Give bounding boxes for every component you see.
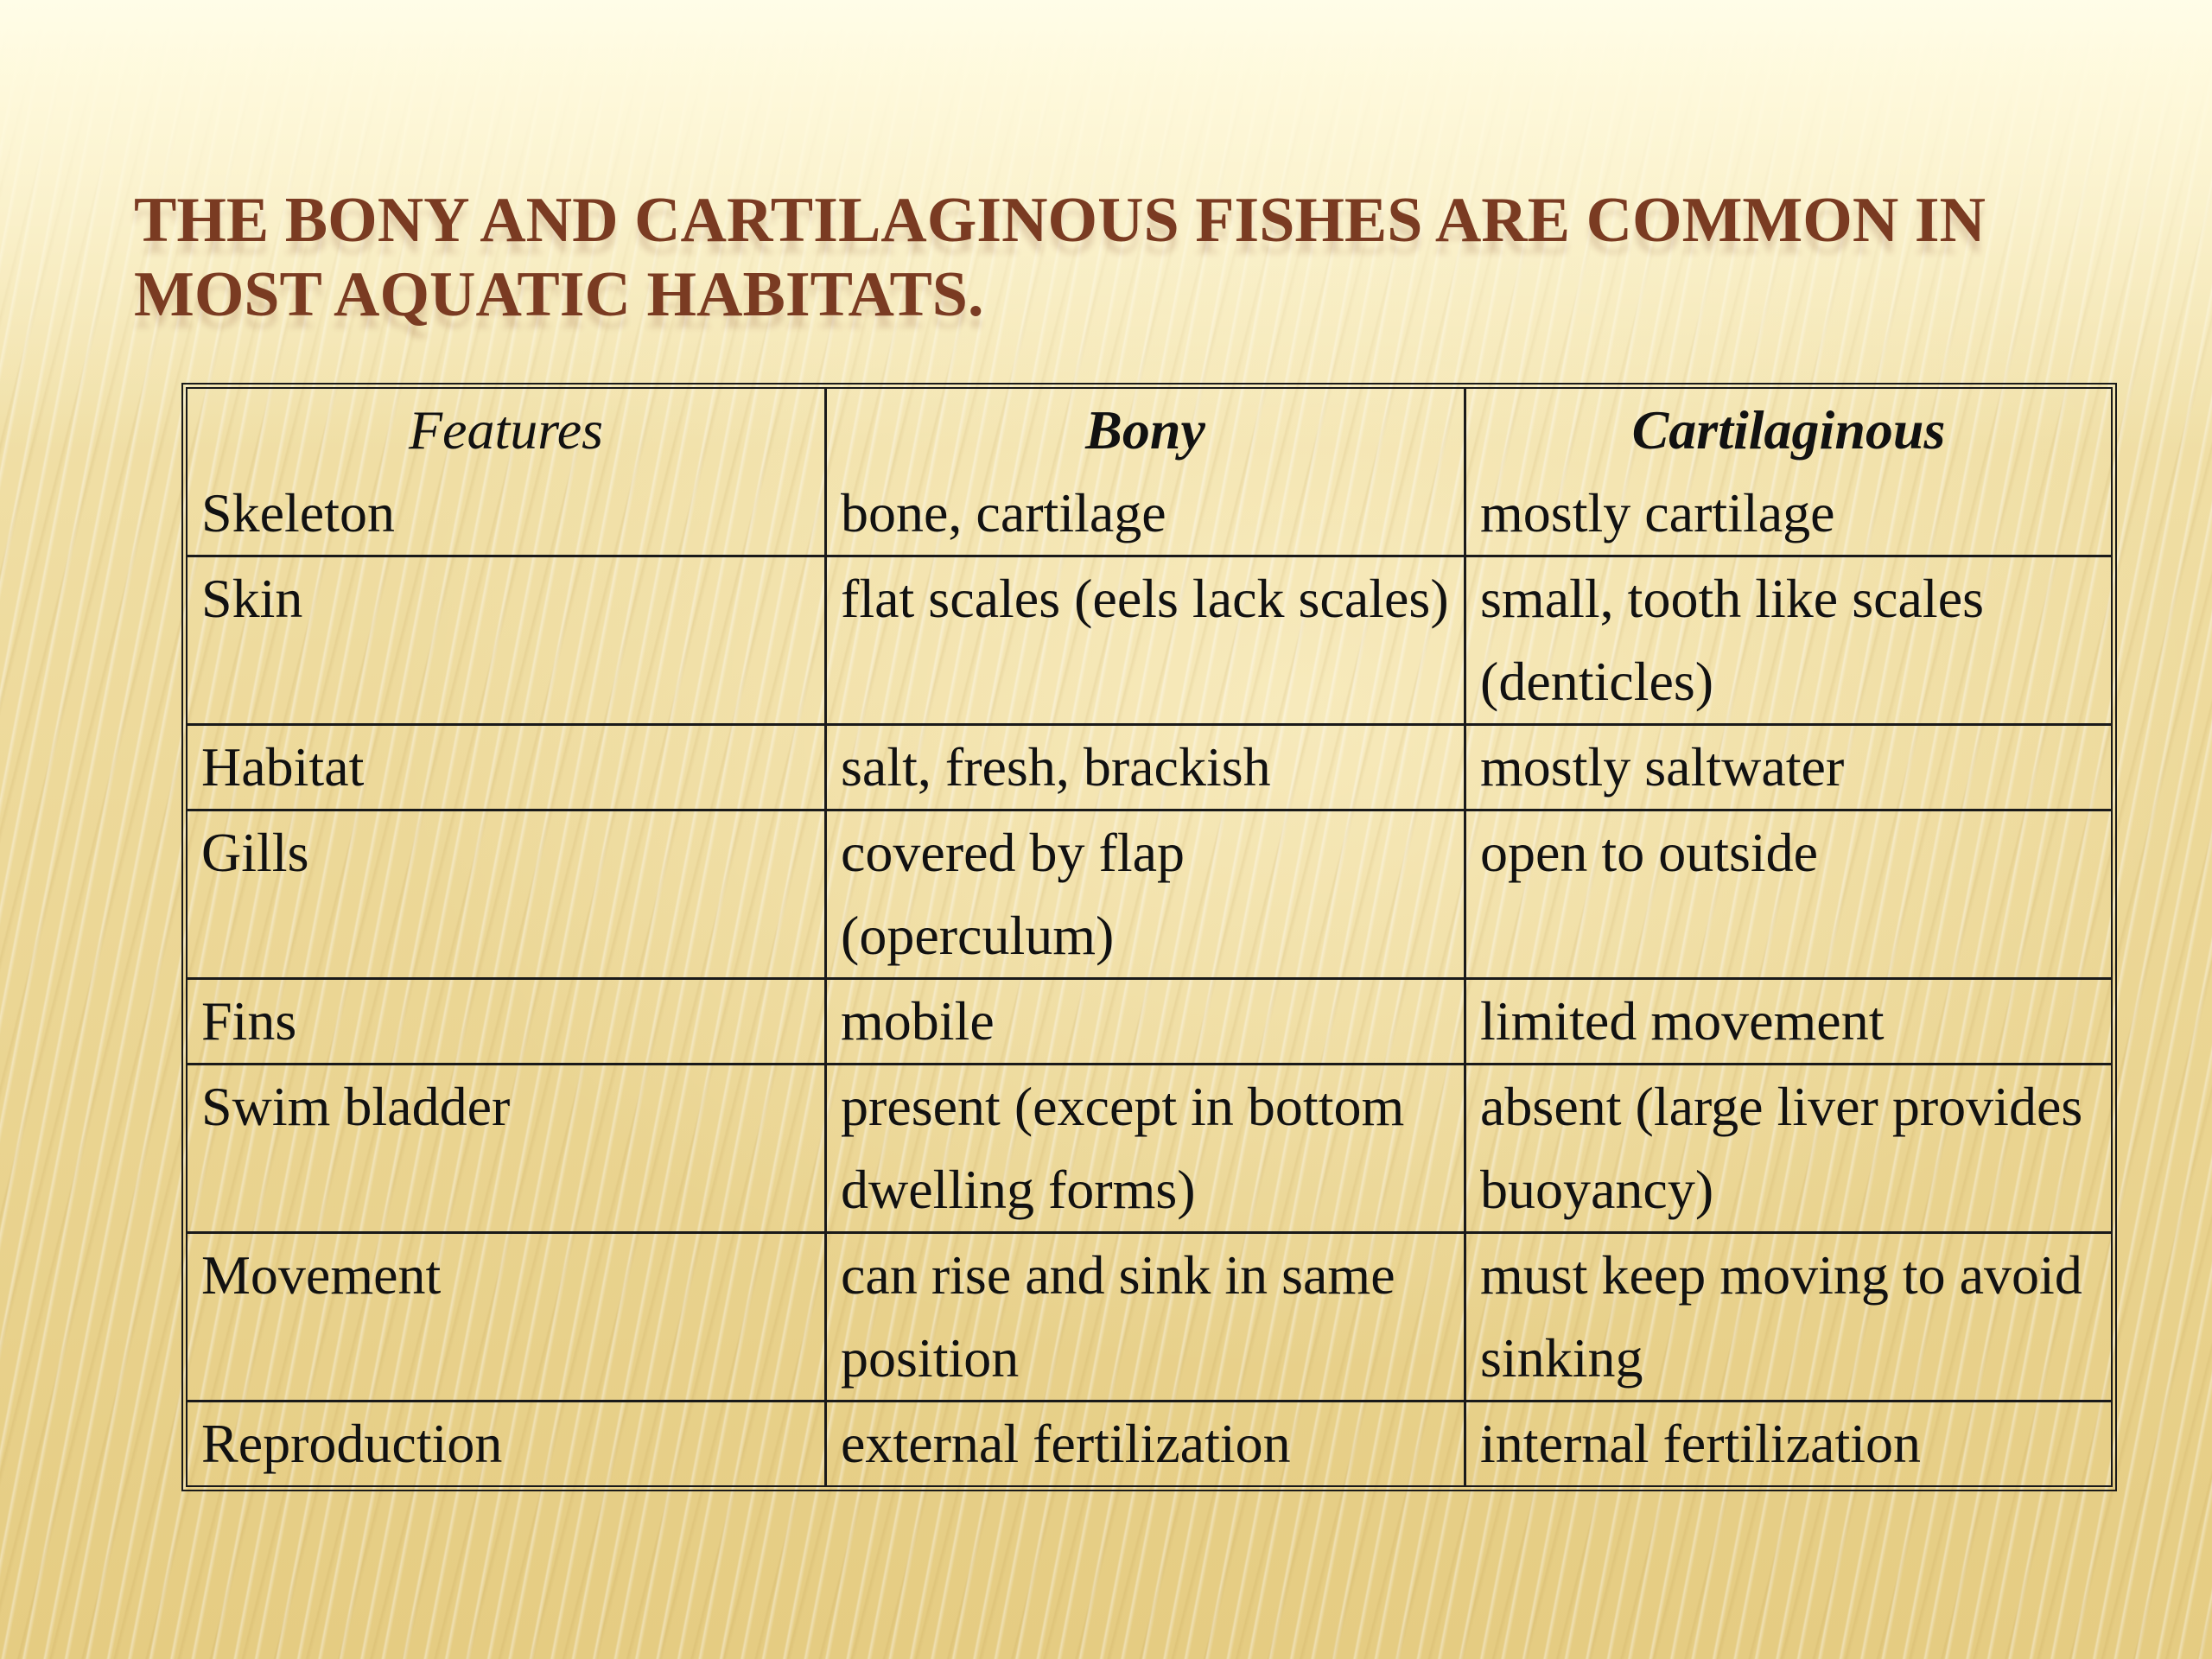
comparison-table — [181, 383, 2117, 1491]
bony-cell: mobile — [827, 980, 1466, 1065]
bony-cell: present (except in bottom dwelling forms) — [827, 1065, 1466, 1234]
bony-cell: covered by flap (operculum) — [827, 811, 1466, 980]
feature-cell: Fins — [188, 980, 827, 1065]
slide-title: THE BONY AND CARTILAGINOUS FISHES ARE COMMON IN MOST AQUATIC HABITATS. — [134, 185, 1986, 330]
header-features: Features — [188, 389, 827, 472]
cartilaginous-cell: must keep moving to avoid sinking — [1466, 1234, 2111, 1402]
table-row — [188, 726, 2111, 811]
cartilaginous-cell: small, tooth like scales (denticles) — [1466, 557, 2111, 726]
feature-cell: Movement — [188, 1234, 827, 1402]
cartilaginous-cell: internal fertilization — [1480, 1413, 1921, 1474]
cartilaginous-cell: mostly saltwater — [1466, 726, 2111, 811]
bony-cell: salt, fresh, brackish — [827, 726, 1466, 811]
table-row — [188, 811, 2111, 980]
table-row — [188, 557, 2111, 726]
table-row — [188, 1065, 2111, 1234]
feature-cell: Reproduction — [188, 1402, 827, 1485]
feature-cell: Gills — [188, 811, 827, 980]
table-row — [188, 472, 2111, 557]
header-cartilaginous: Cartilaginous — [1631, 399, 1946, 461]
cartilaginous-cell: limited movement — [1466, 980, 2111, 1065]
table-row — [188, 1402, 2111, 1485]
feature-cell: Skeleton — [188, 472, 827, 557]
table-row — [188, 980, 2111, 1065]
table-row — [188, 1234, 2111, 1402]
cartilaginous-cell: mostly cartilage — [1466, 472, 2111, 557]
cartilaginous-cell: absent (large liver provides buoyancy) — [1466, 1065, 2111, 1234]
bony-cell: can rise and sink in same position — [827, 1234, 1466, 1402]
bony-cell: flat scales (eels lack scales) — [827, 557, 1466, 726]
header-bony: Bony — [827, 389, 1466, 472]
feature-cell: Swim bladder — [188, 1065, 827, 1234]
bony-cell: bone, cartilage — [827, 472, 1466, 557]
feature-cell: Habitat — [188, 726, 827, 811]
cartilaginous-cell: open to outside — [1466, 811, 2111, 980]
table-header-row — [188, 389, 2111, 472]
bony-cell: external fertilization — [827, 1402, 1466, 1485]
feature-cell: Skin — [188, 557, 827, 726]
